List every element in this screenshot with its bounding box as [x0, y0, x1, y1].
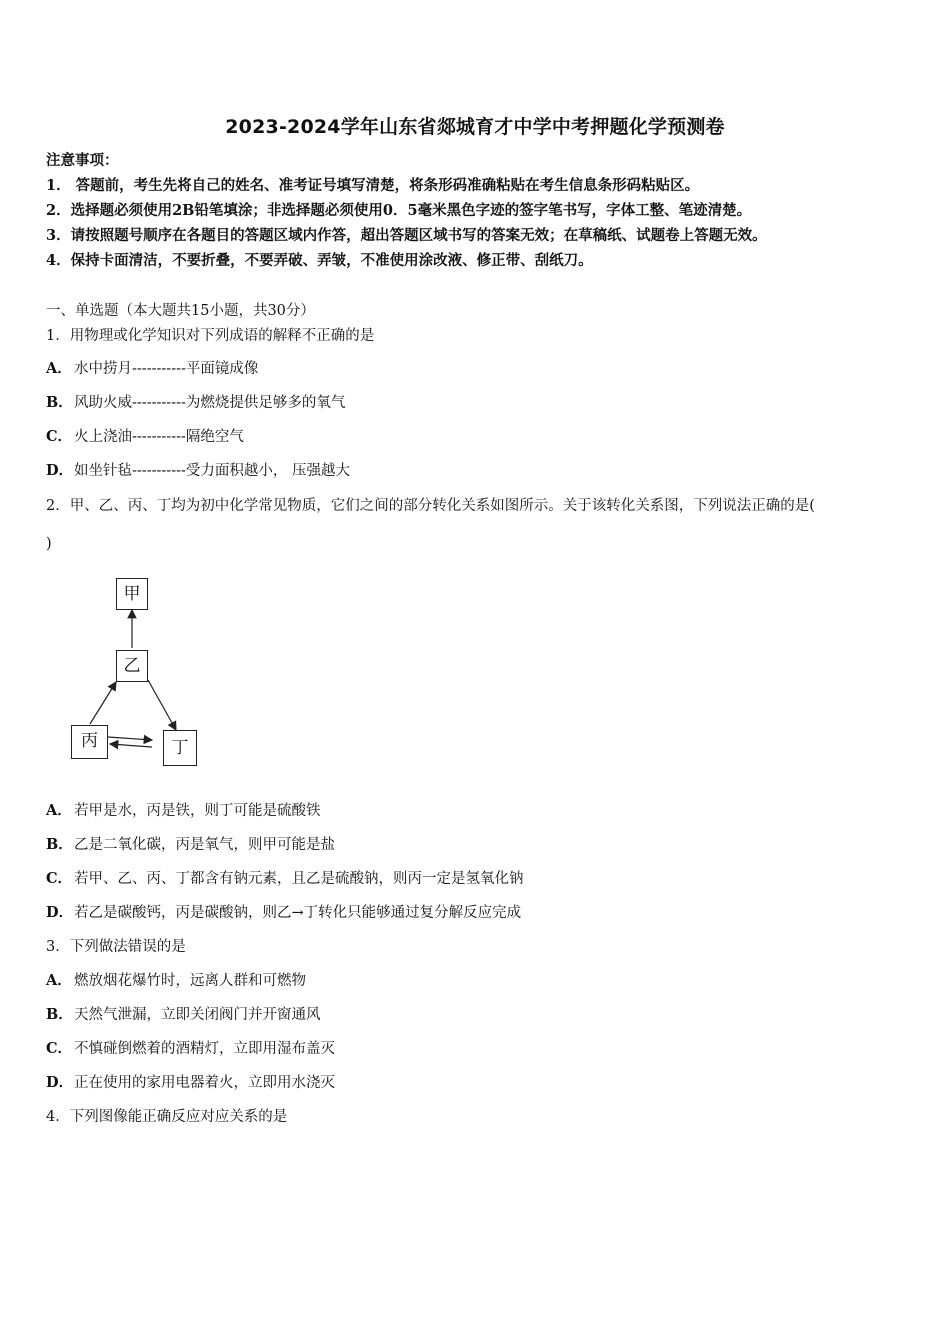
notice-item: 1． 答题前，考生先将自己的姓名、准考证号填写清楚，将条形码准确粘贴在考生信息条形码粘贴区。	[46, 177, 700, 194]
option-text: 水中捞月-----------平面镜成像	[74, 361, 259, 377]
option-text: 燃放烟花爆竹时，远离人群和可燃物	[74, 973, 306, 989]
option-letter: B．	[46, 836, 73, 853]
option-text: 若乙是碳酸钙，丙是碳酸钠，则乙→丁转化只能够通过复分解反应完成	[74, 905, 522, 921]
q3-option-b	[46, 1005, 321, 1025]
option-letter: A．	[46, 802, 72, 819]
node-yi: 乙	[116, 650, 148, 682]
page-title: 2023-2024学年山东省郯城育才中学中考押题化学预测卷	[225, 116, 725, 138]
option-letter: C．	[46, 870, 73, 887]
option-letter: C．	[46, 1040, 73, 1057]
arrow-bing-to-ding	[108, 737, 152, 740]
node-bing: 丙	[71, 725, 108, 759]
q1-option-a	[46, 359, 258, 379]
q3-option-d	[46, 1073, 335, 1093]
option-text: 风助火威-----------为燃烧提供足够多的氧气	[74, 395, 346, 411]
option-text: 乙是二氧化碳，丙是氧气，则甲可能是盐	[74, 837, 335, 853]
q1-option-d	[46, 461, 350, 481]
option-text: 正在使用的家用电器着火，立即用水浇灭	[74, 1075, 335, 1091]
q2-option-b	[46, 835, 335, 855]
question-2-stem: 2．甲、乙、丙、丁均为初中化学常见物质，它们之间的部分转化关系如图所示。关于该转化关系图，下列说法正确的是(	[46, 498, 815, 514]
q1-option-c	[46, 427, 244, 447]
option-letter: A．	[46, 360, 72, 377]
option-letter: D．	[46, 462, 74, 479]
option-letter: D．	[46, 904, 74, 921]
notice-item: 4．保持卡面清洁，不要折叠，不要弄破、弄皱，不准使用涂改液、修正带、刮纸刀。	[46, 252, 593, 269]
q2-option-a	[46, 801, 321, 821]
option-letter: B．	[46, 394, 73, 411]
q1-option-b	[46, 393, 345, 413]
question-4-stem: 4．下列图像能正确反应对应关系的是	[46, 1109, 288, 1125]
option-letter: D．	[46, 1074, 74, 1091]
q3-option-c	[46, 1039, 335, 1059]
option-text: 天然气泄漏，立即关闭阀门并开窗通风	[74, 1007, 321, 1023]
question-3-stem: 3．下列做法错误的是	[46, 939, 186, 955]
q3-option-a	[46, 971, 306, 991]
question-1-stem: 1．用物理或化学知识对下列成语的解释不正确的是	[46, 328, 375, 344]
option-text: 如坐针毡-----------受力面积越小， 压强越大	[74, 463, 351, 479]
notice-item: 3．请按照题号顺序在各题目的答题区域内作答，超出答题区域书写的答案无效；在草稿纸、试题卷上答题无效。	[46, 227, 767, 244]
option-text: 不慎碰倒燃着的酒精灯，立即用湿布盖灭	[74, 1041, 335, 1057]
option-letter: A．	[46, 972, 72, 989]
q2-option-d	[46, 903, 521, 923]
arrow-ding-to-bing	[110, 744, 152, 747]
q2-option-c	[46, 869, 524, 889]
arrow-bing-to-yi	[90, 682, 116, 724]
option-letter: C．	[46, 428, 73, 445]
arrow-yi-to-ding	[148, 680, 176, 730]
option-text: 若甲是水，丙是铁，则丁可能是硫酸铁	[74, 803, 321, 819]
section-heading: 一、单选题（本大题共15小题，共30分）	[46, 303, 315, 319]
node-jia: 甲	[116, 578, 148, 610]
notice-heading: 注意事项：	[46, 152, 119, 169]
question-2-stem-end: )	[46, 536, 52, 552]
notice-item: 2．选择题必须使用2B铅笔填涂；非选择题必须使用0．5毫米黑色字迹的签字笔书写，字体工整、笔迹清楚。	[46, 202, 752, 219]
option-text: 若甲、乙、丙、丁都含有钠元素，且乙是硫酸钠，则丙一定是氢氧化钠	[74, 871, 524, 887]
conversion-diagram	[60, 572, 210, 772]
option-text: 火上浇油-----------隔绝空气	[74, 429, 244, 445]
node-ding: 丁	[163, 730, 197, 766]
option-letter: B．	[46, 1006, 73, 1023]
